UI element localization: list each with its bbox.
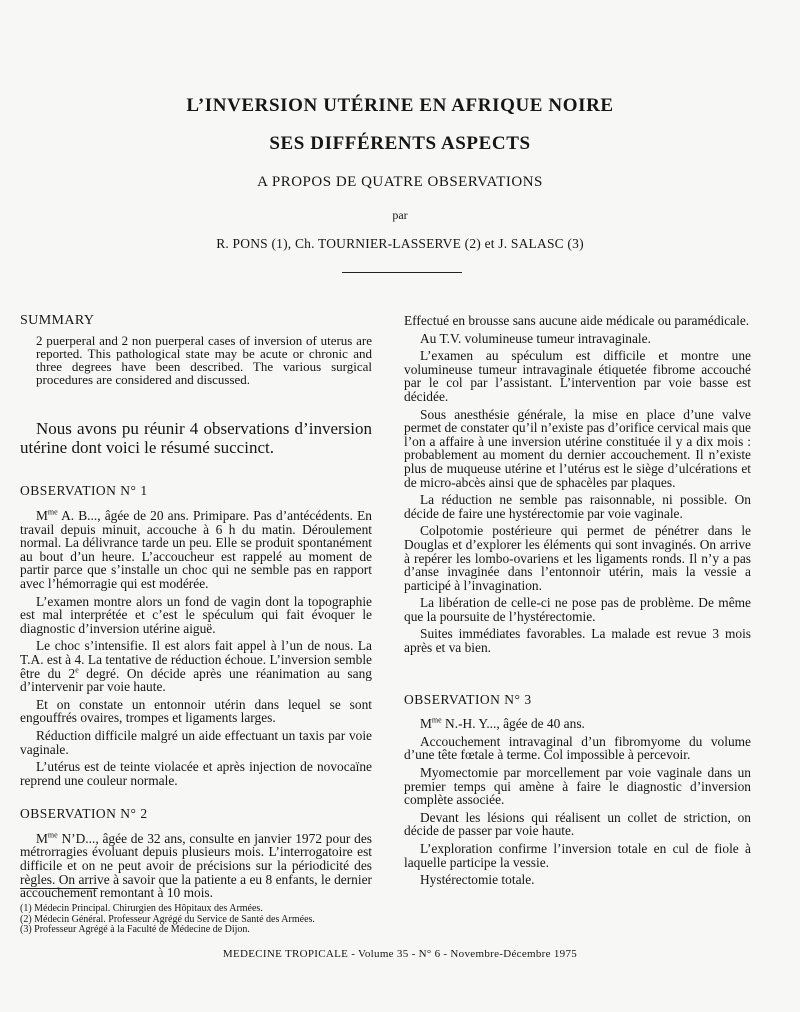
observation-2-paragraph: Sous anesthésie générale, la mise en place d’une valve permet de constater qu’il n’existe pas d’orifice cervical mais que l’on a affaire à une inversion utérine constituée il y a dix mois : probablement au moment du dernier accouchement. Il n’existe plus de muqueuse utérine et l’utérus est le siège d’ulcérations et de micro-abcès ainsi que de sphacèles par plaques.	[404, 406, 751, 490]
summary-heading: SUMMARY	[20, 313, 95, 328]
obs1-body: A. B..., âgée de 20 ans. Primipare. Pas d’antécédents. En travail depuis minuit, accouche à 6 h du matin. Déroulement normal. La délivrance tarde un peu. Elle se produit spontanément au bout d’un heure. L’accoucheur est rappelé au moment de partir parce que s’installe un choc qui ne semble pas en rapport avec l’hémorragie qui est modérée.	[20, 508, 372, 591]
observation-3-paragraph: Devant les lésions qui réalisent un collet de striction, on décide de passer par voie haute.	[404, 809, 751, 839]
obs1-title-sup: me	[47, 507, 58, 517]
summary-text: 2 puerperal and 2 non puerperal cases of inversion of uterus are reported. This pathological state may be acute or chronic and three degrees have been described. The various surgical procedures are considered and discussed.	[36, 332, 372, 388]
observation-1-heading: OBSERVATION N° 1	[20, 483, 148, 499]
article-title-line-2: SES DIFFÉRENTS ASPECTS	[269, 133, 531, 154]
article-subtitle: A PROPOS DE QUATRE OBSERVATIONS	[257, 174, 543, 190]
obs1-p3-sup: e	[75, 665, 79, 675]
obs1-title: M	[36, 508, 48, 523]
footnote-divider	[20, 888, 98, 889]
title-divider	[342, 272, 462, 273]
observation-3-paragraph: Accouchement intravaginal d’un fibromyome du volume d’une tête fœtale à terme. Col impossible à percevoir.	[404, 733, 751, 763]
observation-2-paragraph: Au T.V. volumineuse tumeur intravaginale.	[420, 330, 651, 346]
observation-1-paragraph	[20, 639, 372, 693]
journal-footer: MEDECINE TROPICALE - Volume 35 - N° 6 - Novembre-Décembre 1975	[222, 948, 578, 960]
obs2-title-sup: me	[47, 830, 58, 840]
obs1-p3-a: Le choc s’intensifie. Il est alors fait appel à l’un de nous. La T.A. est à 4. La tentative de réduction échoue. L’inversion semble être du 2	[20, 638, 372, 681]
observation-1-paragraph: Et on constate un entonnoir utérin dans lequel se sont engouffrés ovaires, trompes et ligaments larges.	[20, 696, 372, 726]
authors-line: R. PONS (1), Ch. TOURNIER-LASSERVE (2) et J. SALASC (3)	[216, 236, 584, 251]
observation-3-paragraph: Myomectomie par morcellement par voie vaginale dans un premier temps qui amène à faire le diagnostic d’inversion complète associée.	[404, 765, 751, 808]
article-title-line-1: L’INVERSION UTÉRINE EN AFRIQUE NOIRE	[186, 95, 614, 116]
obs2-title: M	[36, 830, 48, 846]
observation-2-heading: OBSERVATION N° 2	[20, 806, 148, 822]
observation-1-paragraph: L’utérus est de teinte violacée et après injection de novocaïne reprend une couleur normale.	[20, 759, 372, 788]
observation-2-paragraph: La libération de celle-ci ne pose pas de problème. De même que la poursuite de l’hystérectomie.	[404, 595, 751, 624]
observation-1-paragraph: Réduction difficile malgré un aide effectuant un taxis par voie vaginale.	[20, 727, 372, 757]
obs3-title: M	[420, 716, 432, 732]
observation-2-paragraph: Colpotomie postérieure qui permet de pénétrer dans le Douglas et d’explorer les éléments qui sont invaginés. On arrive à repérer les lombo-ovariens et les ligaments ronds. Il n’y a pas d’anse invaginée dans l’entonnoir utérin, mais la vessie a participé à l’invagination.	[404, 523, 751, 593]
observation-2-paragraph: Effectué en brousse sans aucune aide médicale ou paramédicale.	[404, 313, 750, 328]
right-column	[404, 314, 751, 891]
observation-2-paragraph	[20, 832, 372, 900]
observation-2-paragraph: La réduction ne semble pas raisonnable, ni possible. On décide de faire une hystérectomie par voie vaginale.	[404, 492, 751, 521]
observation-2-paragraph: Suites immédiates favorables. La malade est revue 3 mois après et va bien.	[404, 626, 751, 656]
obs3-title-sup: me	[431, 715, 442, 725]
footnote: (3) Professeur Agrégé à la Faculté de Médecine de Dijon.	[20, 924, 250, 935]
footnote: (1) Médecin Principal. Chirurgien des Hôpitaux des Armées.	[20, 903, 263, 914]
observation-3-paragraph: L’exploration confirme l’inversion totale en cul de fiole à laquelle participe la vessie.	[404, 841, 751, 870]
obs1-p3-b: degré. On décide après une réanimation au sang d’intervenir par voie haute.	[20, 665, 372, 695]
observation-1-paragraph	[20, 509, 372, 591]
left-column	[20, 314, 372, 904]
observation-3-paragraph	[404, 717, 751, 731]
intro-paragraph: Nous avons pu réunir 4 observations d’inversion utérine dont voici le résumé succinct.	[20, 419, 372, 458]
observation-2-paragraph: L’examen au spéculum est difficile et montre une volumineuse tumeur intravaginale étiquetée fibrome accouché par le col par l’assistant. L’intervention par voie basse est décidée.	[404, 348, 751, 404]
by-line: par	[392, 208, 408, 222]
footnotes	[20, 904, 760, 936]
footnote: (2) Médecin Général. Professeur Agrégé du Service de Santé des Armées.	[20, 913, 315, 925]
observation-1-paragraph: L’examen montre alors un fond de vagin dont la topographie est mal interprétée et c’est le spéculum qui fait évoquer le diagnostic d’inversion utérine aiguë.	[20, 593, 372, 636]
obs2-body: N’D..., âgée de 32 ans, consulte en janvier 1972 pour des métrorragies évoluant depuis plusieurs mois. L’interrogatoire est difficile et on ne peut avoir de précisions sur la périodicité des règles. On arrive à savoir que la patiente a eu 8 enfants, le dernier accouchement remontant à 10 mois.	[20, 830, 372, 901]
observation-3-heading: OBSERVATION N° 3	[404, 691, 532, 707]
obs3-body: N.-H. Y..., âgée de 40 ans.	[441, 716, 585, 732]
observation-3-paragraph: Hystérectomie totale.	[420, 872, 535, 888]
